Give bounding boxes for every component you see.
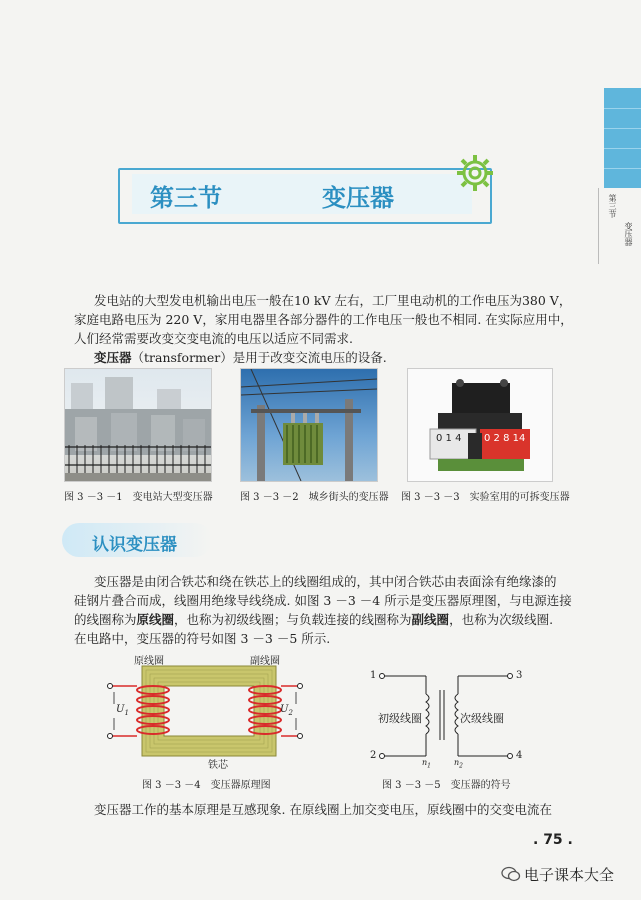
intro-line: 发电站的大型发电机输出电压一般在10 kV 左右，工厂里电动机的工作电压为380 V， <box>94 293 572 308</box>
terminal-4: 4 <box>516 750 523 761</box>
intro-line: 人们经常需要改变交变电流的电压以适应不同需求. <box>74 331 353 346</box>
u2-label: $U_2$ <box>280 704 293 717</box>
substation-transformer-photo <box>64 368 212 482</box>
side-tab-color-block <box>604 88 641 188</box>
body-paragraph <box>74 572 574 648</box>
watermark-text: 电子课本大全 <box>524 866 615 884</box>
term-secondary-coil: 副线圈 <box>411 612 450 627</box>
wechat-icon <box>501 864 521 884</box>
terminal-1: 1 <box>370 670 377 681</box>
side-tab-section: 第三节 <box>608 194 617 218</box>
street-transformer-photo <box>240 368 378 482</box>
definition-line <box>74 348 574 367</box>
secondary-coil-label: 副线圈 <box>250 656 280 667</box>
lab-right-digits: 0 2 8 14 <box>484 433 526 444</box>
side-tab-topic: 变压器 <box>624 222 633 246</box>
terminal-3: 3 <box>516 670 523 681</box>
intro-line: 家庭电路电压为 220 V，家用电器里各部分器件的工作电压一般也不相同. 在实际应用中， <box>74 312 573 327</box>
u1-label: $U_1$ <box>116 704 129 717</box>
body-line: 在电路中，变压器的符号如图 3 －3 －5 所示. <box>74 631 331 646</box>
terminal-2: 2 <box>370 750 377 761</box>
primary-coil-text: 初级线圈 <box>378 712 422 725</box>
transformer-symbol-diagram <box>362 666 532 770</box>
last-body-line: 变压器工作的基本原理是互感现象. 在原线圈上加交变电压，原线圈中的交变电流在 <box>94 802 552 817</box>
transformer-principle-diagram <box>100 652 310 772</box>
figure-3-3-4-caption: 图 3 －3 －4 变压器原理图 <box>142 780 271 791</box>
body-text: 的线圈称为 <box>74 612 137 627</box>
body-line: 变压器是由闭合铁芯和绕在铁芯上的线圈组成的，其中闭合铁芯由表面涂有绝缘漆的 <box>94 574 557 589</box>
section-number: 第三节 <box>150 184 222 212</box>
figure-3-3-1-caption: 图 3 －3 －1 变电站大型变压器 <box>64 492 213 503</box>
body-line: 硅钢片叠合而成，线圈用绝缘导线绕成. 如图 3 －3 －4 所示是变压器原理图，与电源连接 <box>74 593 572 608</box>
section-title: 变压器 <box>322 184 394 212</box>
lab-left-digits: 0 1 4 <box>436 433 462 444</box>
intro-paragraph <box>74 291 574 367</box>
gear-icon <box>454 152 496 194</box>
secondary-coil-text: 次级线圈 <box>460 712 504 725</box>
figure-3-3-2-caption: 图 3 －3 －2 城乡街头的变压器 <box>240 492 389 503</box>
term-transformer: 变压器 <box>94 350 132 365</box>
definition-text: （transformer）是用于改变交流电压的设备. <box>131 350 387 365</box>
body-line <box>74 610 574 629</box>
iron-core-label: 铁芯 <box>208 760 228 771</box>
n2-label: $n_2$ <box>454 758 463 770</box>
primary-coil-label: 原线圈 <box>134 656 164 667</box>
figure-3-3-5-caption: 图 3 －3 －5 变压器的符号 <box>382 780 511 791</box>
term-primary-coil: 原线圈 <box>136 612 175 627</box>
n1-label: $n_1$ <box>422 758 431 770</box>
body-text: ，也称为初级线圈；与负载连接的线圈称为 <box>174 612 412 627</box>
lab-transformer-photo <box>407 368 553 482</box>
body-text: ，也称为次级线圈. <box>449 612 554 627</box>
side-tab <box>598 188 641 264</box>
page-number: . 75 . <box>533 832 573 848</box>
section-heading: 认识变压器 <box>92 535 177 555</box>
figure-3-3-3-caption: 图 3 －3 －3 实验室用的可拆变压器 <box>401 492 570 503</box>
